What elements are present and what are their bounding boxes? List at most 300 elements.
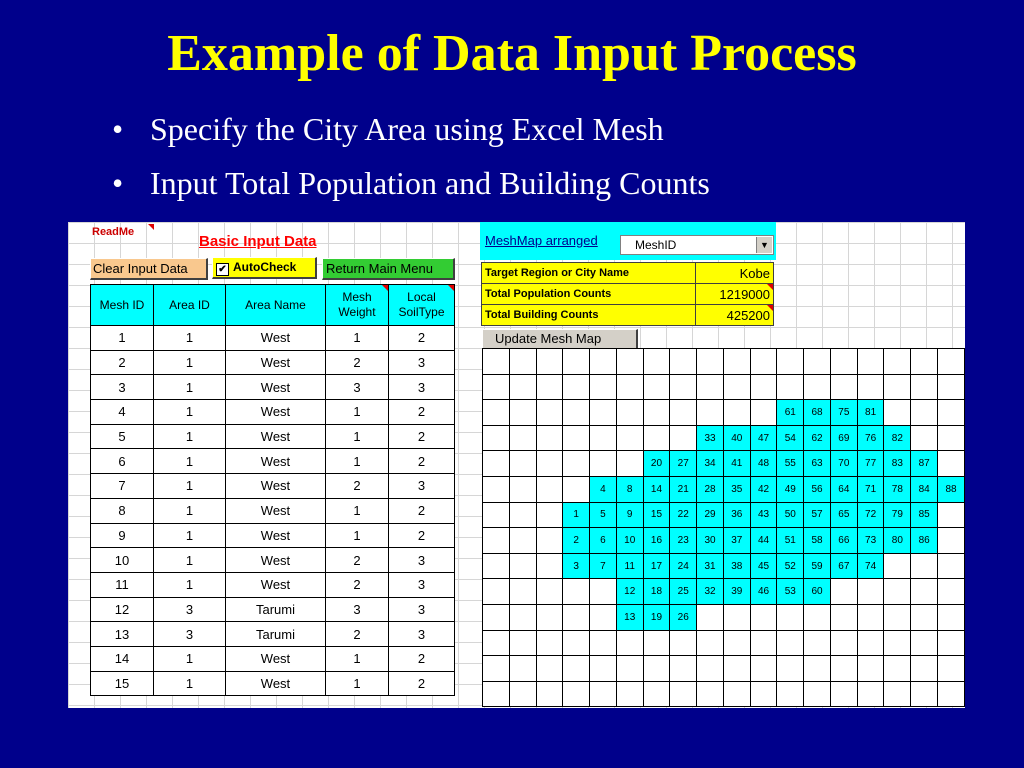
mesh-cell-empty[interactable] [830, 630, 857, 656]
table-cell[interactable]: 3 [389, 375, 455, 400]
table-cell[interactable]: 3 [389, 597, 455, 622]
mesh-cell-filled[interactable]: 38 [723, 553, 750, 579]
mesh-cell-filled[interactable]: 45 [750, 553, 777, 579]
mesh-cell-filled[interactable]: 52 [777, 553, 804, 579]
mesh-cell-empty[interactable] [884, 553, 911, 579]
mesh-cell-filled[interactable]: 71 [857, 476, 884, 502]
mesh-cell-filled[interactable]: 82 [884, 425, 911, 451]
mesh-cell-empty[interactable] [750, 400, 777, 426]
mesh-cell-empty[interactable] [723, 349, 750, 375]
mesh-cell-filled[interactable]: 66 [830, 528, 857, 554]
mesh-cell-empty[interactable] [509, 579, 536, 605]
table-cell[interactable]: 2 [326, 350, 389, 375]
mesh-cell-empty[interactable] [483, 579, 510, 605]
meshmap-arranged-link[interactable]: MeshMap arranged [485, 233, 598, 248]
mesh-cell-empty[interactable] [509, 528, 536, 554]
mesh-cell-empty[interactable] [857, 374, 884, 400]
mesh-cell-empty[interactable] [509, 630, 536, 656]
mesh-cell-empty[interactable] [804, 604, 831, 630]
table-cell[interactable]: 1 [154, 548, 226, 573]
table-cell[interactable]: 1 [154, 350, 226, 375]
table-cell[interactable]: 8 [91, 498, 154, 523]
mesh-cell-empty[interactable] [616, 374, 643, 400]
table-cell[interactable]: West [226, 548, 326, 573]
mesh-cell-filled[interactable]: 28 [697, 476, 724, 502]
table-cell[interactable]: West [226, 572, 326, 597]
mesh-cell-filled[interactable]: 42 [750, 476, 777, 502]
mesh-cell-filled[interactable]: 63 [804, 451, 831, 477]
mesh-cell-empty[interactable] [697, 349, 724, 375]
mesh-cell-empty[interactable] [750, 630, 777, 656]
mesh-cell-empty[interactable] [643, 374, 670, 400]
mesh-cell-empty[interactable] [483, 400, 510, 426]
mesh-cell-filled[interactable]: 31 [697, 553, 724, 579]
mesh-cell-empty[interactable] [938, 400, 965, 426]
mesh-cell-empty[interactable] [777, 656, 804, 682]
mesh-cell-empty[interactable] [670, 400, 697, 426]
table-cell[interactable]: 2 [326, 474, 389, 499]
mesh-cell-empty[interactable] [536, 630, 563, 656]
table-cell[interactable]: 2 [389, 498, 455, 523]
mesh-cell-empty[interactable] [483, 604, 510, 630]
clear-input-button[interactable]: Clear Input Data [90, 258, 208, 280]
table-cell[interactable]: 7 [91, 474, 154, 499]
mesh-cell-empty[interactable] [830, 349, 857, 375]
table-cell[interactable]: 1 [154, 671, 226, 696]
mesh-cell-filled[interactable]: 36 [723, 502, 750, 528]
mesh-cell-filled[interactable]: 50 [777, 502, 804, 528]
mesh-cell-filled[interactable]: 57 [804, 502, 831, 528]
table-cell[interactable]: 2 [326, 572, 389, 597]
mesh-cell-filled[interactable]: 19 [643, 604, 670, 630]
mesh-cell-empty[interactable] [750, 374, 777, 400]
mesh-cell-filled[interactable]: 27 [670, 451, 697, 477]
mesh-cell-empty[interactable] [590, 630, 617, 656]
chevron-down-icon[interactable]: ▼ [756, 237, 772, 253]
mesh-cell-empty[interactable] [857, 579, 884, 605]
table-cell[interactable]: 1 [326, 646, 389, 671]
mesh-cell-empty[interactable] [804, 656, 831, 682]
mesh-cell-filled[interactable]: 79 [884, 502, 911, 528]
mesh-cell-filled[interactable]: 68 [804, 400, 831, 426]
mesh-cell-empty[interactable] [857, 349, 884, 375]
mesh-cell-empty[interactable] [830, 604, 857, 630]
mesh-cell-empty[interactable] [830, 656, 857, 682]
mesh-cell-empty[interactable] [911, 579, 938, 605]
mesh-cell-empty[interactable] [938, 604, 965, 630]
table-cell[interactable]: 3 [389, 548, 455, 573]
mesh-cell-filled[interactable]: 41 [723, 451, 750, 477]
mesh-cell-empty[interactable] [509, 502, 536, 528]
mesh-cell-empty[interactable] [670, 425, 697, 451]
mesh-cell-empty[interactable] [723, 400, 750, 426]
table-cell[interactable]: 1 [326, 498, 389, 523]
city-name-field[interactable]: Kobe [696, 263, 774, 284]
mesh-cell-filled[interactable]: 51 [777, 528, 804, 554]
mesh-cell-empty[interactable] [804, 630, 831, 656]
mesh-cell-filled[interactable]: 58 [804, 528, 831, 554]
mesh-cell-filled[interactable]: 3 [563, 553, 590, 579]
mesh-cell-filled[interactable]: 49 [777, 476, 804, 502]
mesh-cell-empty[interactable] [697, 400, 724, 426]
mesh-cell-empty[interactable] [938, 553, 965, 579]
mesh-cell-filled[interactable]: 23 [670, 528, 697, 554]
mesh-cell-empty[interactable] [483, 502, 510, 528]
mesh-cell-filled[interactable]: 75 [830, 400, 857, 426]
mesh-cell-empty[interactable] [723, 604, 750, 630]
mesh-cell-empty[interactable] [563, 374, 590, 400]
table-cell[interactable]: 1 [154, 523, 226, 548]
mesh-cell-empty[interactable] [884, 400, 911, 426]
table-cell[interactable]: 1 [154, 326, 226, 351]
mesh-cell-filled[interactable]: 14 [643, 476, 670, 502]
mesh-cell-empty[interactable] [616, 400, 643, 426]
mesh-cell-empty[interactable] [616, 656, 643, 682]
mesh-cell-empty[interactable] [777, 349, 804, 375]
mesh-cell-filled[interactable]: 72 [857, 502, 884, 528]
table-cell[interactable]: West [226, 449, 326, 474]
meshmap-select[interactable] [620, 235, 774, 255]
mesh-cell-filled[interactable]: 55 [777, 451, 804, 477]
mesh-cell-empty[interactable] [911, 400, 938, 426]
mesh-cell-empty[interactable] [643, 681, 670, 707]
mesh-cell-empty[interactable] [830, 374, 857, 400]
mesh-cell-empty[interactable] [857, 604, 884, 630]
table-cell[interactable]: 2 [326, 548, 389, 573]
mesh-cell-empty[interactable] [911, 656, 938, 682]
table-cell[interactable]: 2 [389, 400, 455, 425]
mesh-cell-empty[interactable] [670, 349, 697, 375]
table-cell[interactable]: 13 [91, 622, 154, 647]
mesh-cell-empty[interactable] [483, 553, 510, 579]
table-cell[interactable]: 1 [154, 449, 226, 474]
mesh-cell-empty[interactable] [911, 349, 938, 375]
mesh-cell-empty[interactable] [830, 681, 857, 707]
mesh-cell-empty[interactable] [884, 604, 911, 630]
mesh-cell-empty[interactable] [670, 656, 697, 682]
mesh-cell-empty[interactable] [509, 374, 536, 400]
mesh-cell-empty[interactable] [804, 681, 831, 707]
mesh-cell-empty[interactable] [911, 425, 938, 451]
table-cell[interactable]: 2 [389, 646, 455, 671]
mesh-cell-empty[interactable] [483, 681, 510, 707]
table-cell[interactable]: 2 [389, 326, 455, 351]
mesh-cell-empty[interactable] [563, 656, 590, 682]
mesh-cell-filled[interactable]: 12 [616, 579, 643, 605]
mesh-cell-filled[interactable]: 78 [884, 476, 911, 502]
mesh-cell-empty[interactable] [616, 681, 643, 707]
mesh-cell-filled[interactable]: 25 [670, 579, 697, 605]
mesh-cell-empty[interactable] [938, 656, 965, 682]
mesh-cell-empty[interactable] [911, 374, 938, 400]
mesh-cell-empty[interactable] [750, 656, 777, 682]
table-cell[interactable]: 3 [389, 572, 455, 597]
mesh-cell-empty[interactable] [938, 451, 965, 477]
mesh-cell-empty[interactable] [590, 425, 617, 451]
table-cell[interactable]: 1 [326, 449, 389, 474]
mesh-cell-empty[interactable] [777, 374, 804, 400]
table-cell[interactable]: 3 [389, 350, 455, 375]
table-cell[interactable]: 3 [326, 375, 389, 400]
mesh-cell-filled[interactable]: 20 [643, 451, 670, 477]
mesh-cell-empty[interactable] [483, 630, 510, 656]
mesh-cell-filled[interactable]: 15 [643, 502, 670, 528]
mesh-cell-filled[interactable]: 34 [697, 451, 724, 477]
mesh-cell-empty[interactable] [509, 476, 536, 502]
mesh-cell-filled[interactable]: 29 [697, 502, 724, 528]
mesh-cell-filled[interactable]: 69 [830, 425, 857, 451]
table-cell[interactable]: West [226, 523, 326, 548]
mesh-cell-filled[interactable]: 2 [563, 528, 590, 554]
population-field[interactable] [696, 284, 774, 305]
mesh-cell-empty[interactable] [643, 349, 670, 375]
update-mesh-map-button[interactable]: Update Mesh Map [482, 329, 638, 350]
table-cell[interactable]: 3 [154, 622, 226, 647]
mesh-cell-filled[interactable]: 10 [616, 528, 643, 554]
mesh-cell-empty[interactable] [483, 451, 510, 477]
mesh-cell-empty[interactable] [563, 349, 590, 375]
mesh-cell-empty[interactable] [536, 374, 563, 400]
table-cell[interactable]: West [226, 646, 326, 671]
mesh-cell-filled[interactable]: 43 [750, 502, 777, 528]
mesh-cell-empty[interactable] [804, 374, 831, 400]
mesh-cell-filled[interactable]: 47 [750, 425, 777, 451]
mesh-cell-filled[interactable]: 40 [723, 425, 750, 451]
mesh-cell-empty[interactable] [483, 476, 510, 502]
table-cell[interactable]: West [226, 350, 326, 375]
mesh-cell-filled[interactable]: 30 [697, 528, 724, 554]
building-count-field[interactable] [696, 305, 774, 326]
mesh-cell-empty[interactable] [509, 553, 536, 579]
mesh-cell-empty[interactable] [938, 630, 965, 656]
mesh-cell-empty[interactable] [777, 630, 804, 656]
table-cell[interactable]: 14 [91, 646, 154, 671]
mesh-cell-empty[interactable] [884, 579, 911, 605]
mesh-cell-empty[interactable] [884, 349, 911, 375]
mesh-cell-filled[interactable]: 62 [804, 425, 831, 451]
mesh-cell-empty[interactable] [938, 502, 965, 528]
mesh-cell-filled[interactable]: 59 [804, 553, 831, 579]
mesh-cell-empty[interactable] [536, 604, 563, 630]
mesh-cell-empty[interactable] [590, 604, 617, 630]
table-cell[interactable]: 3 [154, 597, 226, 622]
mesh-cell-filled[interactable]: 77 [857, 451, 884, 477]
mesh-cell-filled[interactable]: 39 [723, 579, 750, 605]
mesh-cell-empty[interactable] [536, 476, 563, 502]
mesh-cell-empty[interactable] [697, 604, 724, 630]
table-cell[interactable]: 1 [91, 326, 154, 351]
mesh-cell-empty[interactable] [938, 374, 965, 400]
mesh-cell-empty[interactable] [884, 630, 911, 656]
mesh-cell-filled[interactable]: 70 [830, 451, 857, 477]
mesh-cell-empty[interactable] [616, 425, 643, 451]
mesh-cell-filled[interactable]: 5 [590, 502, 617, 528]
mesh-cell-filled[interactable]: 84 [911, 476, 938, 502]
table-cell[interactable]: West [226, 326, 326, 351]
mesh-cell-filled[interactable]: 1 [563, 502, 590, 528]
mesh-cell-empty[interactable] [670, 374, 697, 400]
table-cell[interactable]: 2 [91, 350, 154, 375]
table-cell[interactable]: 1 [154, 400, 226, 425]
table-cell[interactable]: West [226, 424, 326, 449]
mesh-cell-empty[interactable] [670, 681, 697, 707]
table-cell[interactable]: West [226, 671, 326, 696]
mesh-cell-empty[interactable] [563, 579, 590, 605]
mesh-cell-empty[interactable] [563, 630, 590, 656]
mesh-cell-filled[interactable]: 65 [830, 502, 857, 528]
checkmark-icon[interactable]: ✔ [216, 263, 229, 276]
autocheck-checkbox[interactable] [212, 257, 317, 279]
table-cell[interactable]: 2 [326, 622, 389, 647]
mesh-cell-empty[interactable] [483, 425, 510, 451]
mesh-cell-empty[interactable] [483, 528, 510, 554]
table-cell[interactable]: 2 [389, 523, 455, 548]
mesh-cell-filled[interactable]: 67 [830, 553, 857, 579]
mesh-cell-filled[interactable]: 22 [670, 502, 697, 528]
mesh-cell-filled[interactable]: 85 [911, 502, 938, 528]
mesh-cell-empty[interactable] [509, 451, 536, 477]
table-cell[interactable]: 1 [154, 498, 226, 523]
mesh-cell-empty[interactable] [590, 374, 617, 400]
mesh-cell-empty[interactable] [563, 400, 590, 426]
mesh-cell-empty[interactable] [643, 656, 670, 682]
mesh-cell-empty[interactable] [804, 349, 831, 375]
mesh-cell-empty[interactable] [723, 630, 750, 656]
mesh-cell-empty[interactable] [750, 349, 777, 375]
mesh-cell-empty[interactable] [590, 681, 617, 707]
mesh-cell-empty[interactable] [884, 681, 911, 707]
mesh-cell-filled[interactable]: 53 [777, 579, 804, 605]
mesh-cell-filled[interactable]: 80 [884, 528, 911, 554]
mesh-cell-empty[interactable] [536, 579, 563, 605]
table-cell[interactable]: West [226, 375, 326, 400]
mesh-cell-empty[interactable] [536, 656, 563, 682]
table-cell[interactable]: West [226, 498, 326, 523]
mesh-cell-empty[interactable] [536, 400, 563, 426]
table-cell[interactable]: 6 [91, 449, 154, 474]
mesh-cell-empty[interactable] [938, 528, 965, 554]
table-cell[interactable]: 1 [326, 326, 389, 351]
mesh-cell-filled[interactable]: 21 [670, 476, 697, 502]
table-cell[interactable]: 3 [389, 622, 455, 647]
table-cell[interactable]: 2 [389, 424, 455, 449]
mesh-cell-empty[interactable] [509, 425, 536, 451]
table-cell[interactable]: 1 [326, 671, 389, 696]
mesh-cell-filled[interactable]: 18 [643, 579, 670, 605]
mesh-cell-empty[interactable] [509, 604, 536, 630]
mesh-cell-filled[interactable]: 7 [590, 553, 617, 579]
table-cell[interactable]: 1 [326, 424, 389, 449]
mesh-cell-filled[interactable]: 61 [777, 400, 804, 426]
mesh-cell-filled[interactable]: 60 [804, 579, 831, 605]
mesh-cell-filled[interactable]: 24 [670, 553, 697, 579]
mesh-cell-empty[interactable] [483, 349, 510, 375]
mesh-cell-empty[interactable] [509, 400, 536, 426]
mesh-cell-empty[interactable] [750, 681, 777, 707]
table-cell[interactable]: 15 [91, 671, 154, 696]
table-cell[interactable]: 5 [91, 424, 154, 449]
table-cell[interactable]: 2 [389, 449, 455, 474]
table-cell[interactable]: Tarumi [226, 597, 326, 622]
mesh-cell-empty[interactable] [911, 681, 938, 707]
mesh-cell-empty[interactable] [536, 681, 563, 707]
mesh-cell-empty[interactable] [670, 630, 697, 656]
mesh-cell-empty[interactable] [536, 425, 563, 451]
mesh-cell-empty[interactable] [830, 579, 857, 605]
mesh-cell-empty[interactable] [723, 656, 750, 682]
mesh-cell-filled[interactable]: 33 [697, 425, 724, 451]
mesh-cell-empty[interactable] [938, 425, 965, 451]
mesh-cell-filled[interactable]: 35 [723, 476, 750, 502]
table-cell[interactable]: 3 [326, 597, 389, 622]
mesh-cell-filled[interactable]: 17 [643, 553, 670, 579]
mesh-cell-empty[interactable] [483, 374, 510, 400]
mesh-cell-empty[interactable] [857, 681, 884, 707]
mesh-cell-empty[interactable] [590, 400, 617, 426]
mesh-cell-empty[interactable] [938, 349, 965, 375]
mesh-cell-empty[interactable] [643, 400, 670, 426]
mesh-cell-filled[interactable]: 64 [830, 476, 857, 502]
mesh-cell-empty[interactable] [563, 425, 590, 451]
mesh-cell-filled[interactable]: 48 [750, 451, 777, 477]
mesh-cell-empty[interactable] [777, 604, 804, 630]
mesh-cell-empty[interactable] [697, 656, 724, 682]
mesh-cell-filled[interactable]: 56 [804, 476, 831, 502]
table-cell[interactable]: West [226, 400, 326, 425]
table-cell[interactable]: 9 [91, 523, 154, 548]
mesh-cell-filled[interactable]: 54 [777, 425, 804, 451]
mesh-cell-filled[interactable]: 73 [857, 528, 884, 554]
mesh-cell-empty[interactable] [857, 630, 884, 656]
mesh-cell-empty[interactable] [509, 656, 536, 682]
mesh-cell-empty[interactable] [616, 630, 643, 656]
mesh-cell-filled[interactable]: 88 [938, 476, 965, 502]
mesh-cell-empty[interactable] [563, 451, 590, 477]
mesh-cell-filled[interactable]: 83 [884, 451, 911, 477]
mesh-cell-filled[interactable]: 4 [590, 476, 617, 502]
table-cell[interactable]: 1 [154, 572, 226, 597]
mesh-cell-empty[interactable] [616, 349, 643, 375]
mesh-cell-empty[interactable] [590, 656, 617, 682]
mesh-cell-empty[interactable] [536, 528, 563, 554]
mesh-cell-empty[interactable] [911, 630, 938, 656]
table-cell[interactable]: 2 [389, 671, 455, 696]
mesh-cell-empty[interactable] [616, 451, 643, 477]
mesh-cell-empty[interactable] [884, 656, 911, 682]
table-cell[interactable]: 12 [91, 597, 154, 622]
mesh-cell-empty[interactable] [563, 476, 590, 502]
mesh-cell-empty[interactable] [509, 349, 536, 375]
table-cell[interactable]: 1 [154, 646, 226, 671]
mesh-cell-filled[interactable]: 11 [616, 553, 643, 579]
table-cell[interactable]: 4 [91, 400, 154, 425]
mesh-cell-empty[interactable] [563, 604, 590, 630]
mesh-cell-empty[interactable] [697, 681, 724, 707]
mesh-cell-empty[interactable] [643, 425, 670, 451]
table-cell[interactable]: 3 [91, 375, 154, 400]
table-cell[interactable]: West [226, 474, 326, 499]
mesh-cell-empty[interactable] [884, 374, 911, 400]
mesh-cell-filled[interactable]: 76 [857, 425, 884, 451]
mesh-cell-filled[interactable]: 16 [643, 528, 670, 554]
mesh-cell-filled[interactable]: 6 [590, 528, 617, 554]
mesh-cell-filled[interactable]: 86 [911, 528, 938, 554]
table-cell[interactable]: 1 [326, 400, 389, 425]
mesh-cell-filled[interactable]: 26 [670, 604, 697, 630]
mesh-cell-empty[interactable] [723, 681, 750, 707]
mesh-cell-filled[interactable]: 81 [857, 400, 884, 426]
mesh-cell-empty[interactable] [938, 681, 965, 707]
